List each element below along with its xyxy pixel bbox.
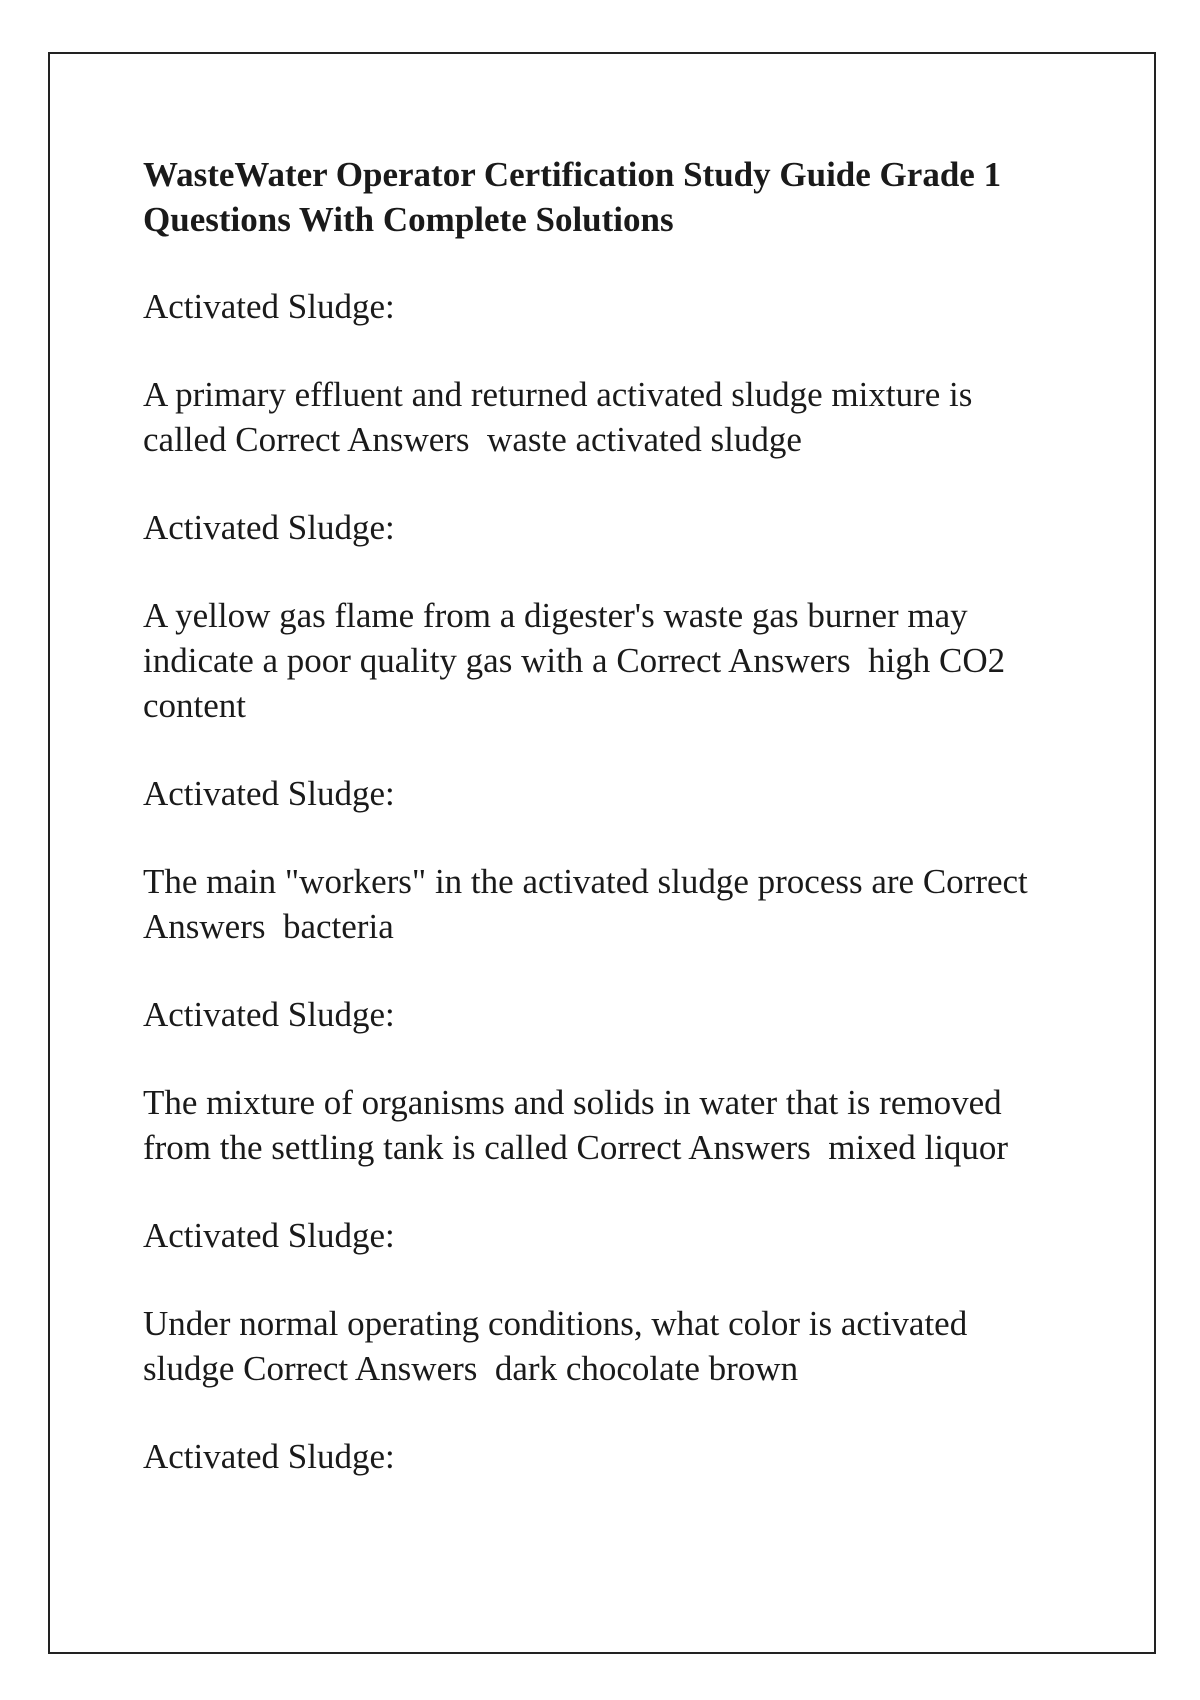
section-heading: Activated Sludge: xyxy=(143,287,395,326)
section-heading: Activated Sludge: xyxy=(143,508,395,547)
question-answer: The main "workers" in the activated sludge process are Correct Answers bacteria xyxy=(143,862,1035,946)
document-title: WasteWater Operator Certification Study Guide Grade 1 Questions With Complete Solutions xyxy=(143,155,1002,239)
document-body xyxy=(143,152,1063,1522)
section-heading: Activated Sludge: xyxy=(143,995,395,1034)
section-heading: Activated Sludge: xyxy=(143,774,395,813)
question-answer: The mixture of organisms and solids in water that is removed from the settling tank is called Correct Answers mixed liquor xyxy=(143,1083,1011,1167)
question-answer: A primary effluent and returned activated sludge mixture is called Correct Answers waste activated sludge xyxy=(143,375,982,459)
question-answer: A yellow gas flame from a digester's waste gas burner may indicate a poor quality gas with a Correct Answers high CO2 content xyxy=(143,596,1014,725)
question-answer: Under normal operating conditions, what color is activated sludge Correct Answers dark chocolate brown xyxy=(143,1304,976,1388)
section-heading: Activated Sludge: xyxy=(143,1437,395,1476)
section-heading: Activated Sludge: xyxy=(143,1216,395,1255)
